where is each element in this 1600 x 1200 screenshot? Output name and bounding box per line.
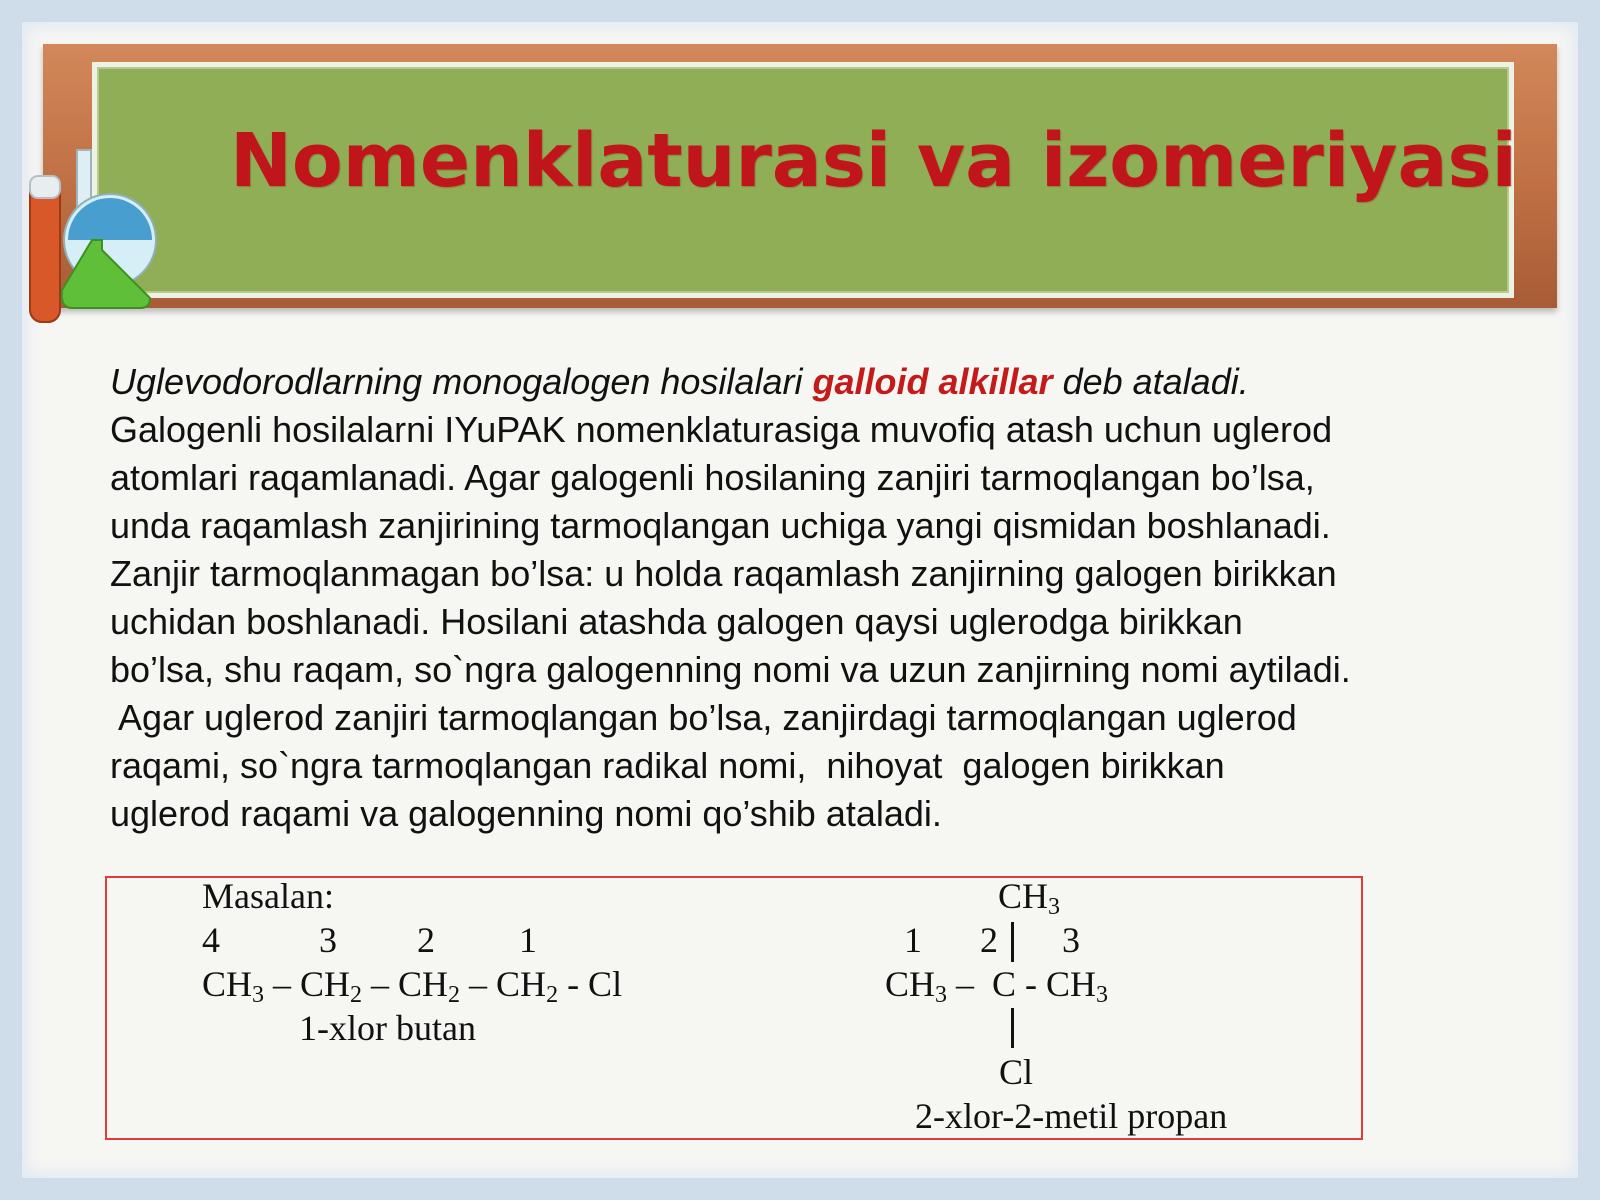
paragraph-line: Galogenli hosilalarni IYuPAK nomenklaturasiga muvofiq atash uchun uglerod: [110, 409, 1333, 450]
butane-formula: $CH_3 - CH_2 - CH_2 - CH_2$ - Cl: [202, 964, 623, 1008]
example-label: Masalan:: [202, 876, 334, 916]
highlight-term: galloid alkillar: [812, 361, 1053, 402]
paragraph-line: raqami, so`ngra tarmoqlangan radikal nomi, nihoyat galogen birikkan: [110, 745, 1225, 786]
paragraph-line: unda raqamlash zanjirining tarmoqlangan uchiga yangi qismidan boshlanadi.: [110, 505, 1331, 546]
carbon-number: 3: [1062, 920, 1080, 960]
propane-formula: $CH_3$ – C - $CH_3$: [885, 964, 1109, 1008]
paragraph-lead: [110, 358, 1510, 406]
methyl-group: $CH_3$: [998, 876, 1061, 920]
carbon-number: 3: [319, 920, 337, 960]
lead-italic-text: Uglevodorodlarning monogalogen hosilalari: [110, 361, 813, 402]
carbon-number: 2: [980, 920, 998, 960]
lab-flask-icon: [22, 140, 172, 340]
paragraph-line: bo’lsa, shu raqam, so`ngra galogenning nomi va uzun zanjirning nomi aytiladi.: [110, 649, 1351, 690]
paragraph-line: Zanjir tarmoqlanmagan bo’lsa: u holda raqamlash zanjirning galogen birikkan: [110, 553, 1337, 594]
description-paragraph: [110, 358, 1510, 838]
chlorine-group: Cl: [999, 1052, 1034, 1092]
lead-tail-text: deb ataladi.: [1052, 361, 1249, 402]
bond-line: [1011, 922, 1014, 962]
paragraph-line: atomlari raqamlanadi. Agar galogenli hosilaning zanjiri tarmoqlangan bo’lsa,: [110, 457, 1315, 498]
carbon-number: 1: [519, 920, 537, 960]
compound-name: 1-xlor butan: [299, 1008, 476, 1048]
page-title: Nomenklaturasi va izomeriyasi: [230, 118, 1517, 204]
carbon-number: 4: [202, 920, 220, 960]
carbon-number: 2: [417, 920, 435, 960]
paragraph-line: uchidan boshlanadi. Hosilani atashda galogen qaysi uglerodga birikkan: [110, 601, 1243, 642]
example-box: [105, 876, 1363, 1140]
bond-line: [1011, 1008, 1014, 1048]
paragraph-line: Agar uglerod zanjiri tarmoqlangan bo’lsa, zanjirdagi tarmoqlangan uglerod: [110, 697, 1297, 738]
compound-name: 2-xlor-2-metil propan: [915, 1096, 1228, 1136]
paragraph-line: uglerod raqami va galogenning nomi qo’shib ataladi.: [110, 793, 942, 834]
carbon-number: 1: [904, 920, 922, 960]
